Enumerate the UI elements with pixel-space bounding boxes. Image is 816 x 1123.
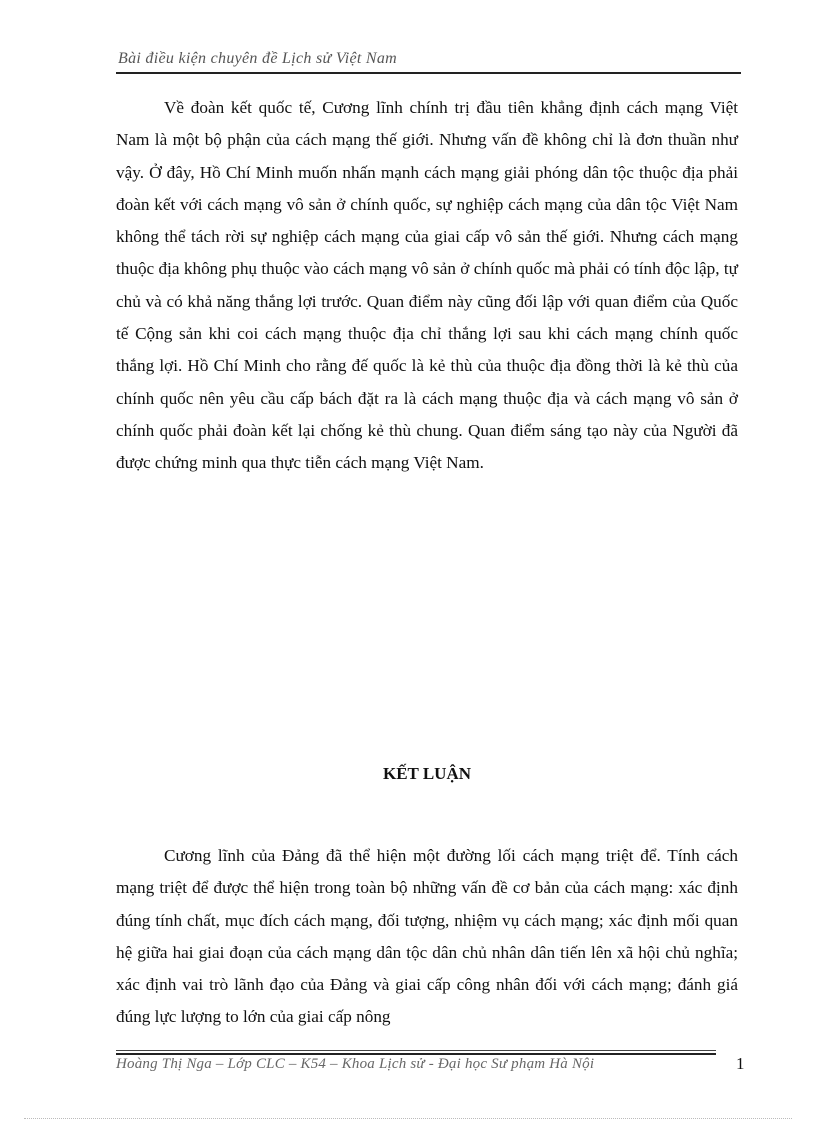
body-section-1 — [116, 92, 738, 480]
page-bottom-edge — [24, 1118, 792, 1119]
page-number: 1 — [736, 1054, 745, 1073]
footer-rule-thick — [116, 1053, 716, 1055]
footer-rule-thin — [116, 1050, 716, 1051]
paragraph-international-solidarity: Về đoàn kết quốc tế, Cương lĩnh chính trị đầu tiên khẳng định cách mạng Việt Nam là một bộ phận của cách mạng thế giới. Nhưng vấn đề không chỉ là đơn thuần như vậy. Ở đây, Hồ Chí Minh muốn nhấn mạnh cách mạng giải phóng dân tộc thuộc địa phải đoàn kết với cách mạng vô sản ở chính quốc, sự nghiệp cách mạng của dân tộc Việt Nam không thể tách rời sự nghiệp cách mạng của giai cấp vô sản thế giới. Nhưng cách mạng thuộc địa không phụ thuộc vào cách mạng vô sản ở chính quốc mà phải có tính độc lập, tự chủ và có khả năng thắng lợi trước. Quan điểm này cũng đối lập với quan điểm của Quốc tế Cộng sản khi coi cách mạng thuộc địa chỉ thắng lợi sau khi cách mạng chính quốc thắng lợi. Hồ Chí Minh cho rằng đế quốc là kẻ thù của thuộc địa đồng thời là kẻ thù của chính quốc nên yêu cầu cấp bách đặt ra là cách mạng thuộc địa và cách mạng vô sản ở chính quốc phải đoàn kết lại chống kẻ thù chung. Quan điểm sáng tạo này của Người đã được chứng minh qua thực tiễn cách mạng Việt Nam. — [116, 98, 738, 473]
running-title: Bài điều kiện chuyên đề Lịch sử Việt Nam — [118, 50, 398, 67]
section-title-conclusion: KẾT LUẬN — [382, 764, 471, 783]
footer-author-line: Hoàng Thị Nga – Lớp CLC – K54 – Khoa Lịch sử - Đại học Sư phạm Hà Nội — [116, 1056, 595, 1072]
paragraph-conclusion: Cương lĩnh của Đảng đã thể hiện một đường lối cách mạng triệt để. Tính cách mạng triệt để được thể hiện trong toàn bộ những vấn đề cơ bản của cách mạng: xác định đúng tính chất, mục đích cách mạng, đối tượng, nhiệm vụ cách mạng; xác định mối quan hệ giữa hai giai đoạn của cách mạng dân tộc dân chủ nhân dân tiến lên xã hội chủ nghĩa; xác định vai trò lãnh đạo của Đảng và giai cấp công nhân đối với cách mạng; đánh giá đúng lực lượng to lớn của giai cấp nông — [116, 846, 738, 1027]
page-header — [116, 48, 741, 74]
body-section-2 — [116, 840, 738, 1034]
